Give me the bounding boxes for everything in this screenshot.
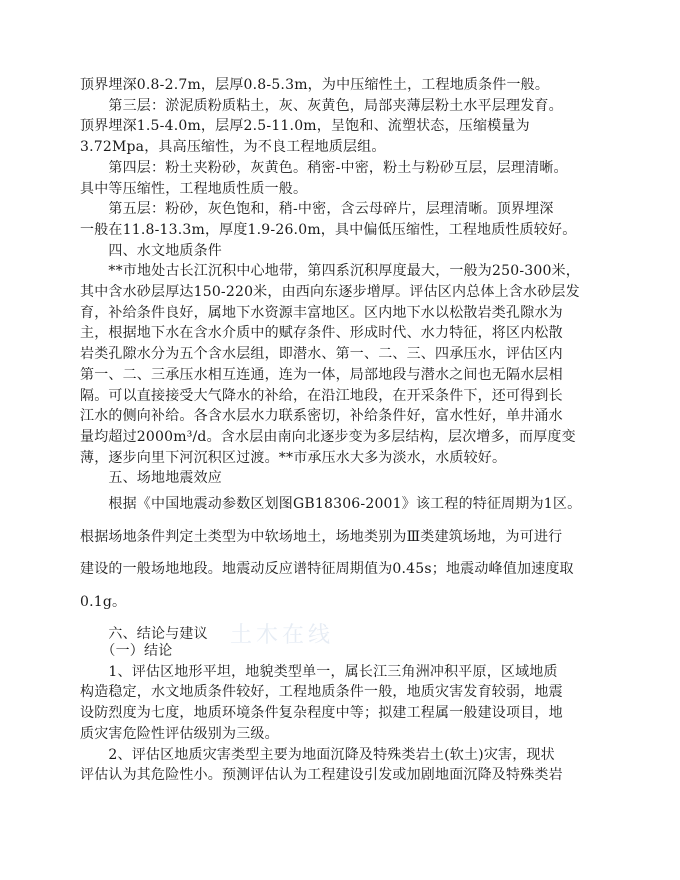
text-line: 设防烈度为七度，地质环境条件复杂程度中等；拟建工程属一般建设项目，地 bbox=[80, 705, 563, 722]
section-heading-seismic: 五、场地地震效应 bbox=[80, 470, 222, 487]
text-line: 根据《中国地震动参数区划图GB18306-2001》该工程的特征周期为1区。 bbox=[80, 496, 582, 512]
watermark-text: 土木在线 bbox=[230, 623, 335, 648]
section-heading-hydrogeology: 四、水文地质条件 bbox=[80, 242, 222, 259]
text-line: 3.72Mpa，具高压缩性，为不良工程地质层组。 bbox=[80, 139, 386, 156]
text-line: 顶界埋深0.8-2.7m，层厚0.8-5.3m，为中压缩性土，工程地质条件一般。 bbox=[80, 77, 550, 93]
text-line: 第一、二、三承压水相互连通，连为一体，局部地段与潜水之间也无隔水层相 bbox=[80, 366, 563, 383]
text-line: 量均超过2000m³/d。含水层由南向北逐步变为多层结构，层次增多，而厚度变 bbox=[80, 428, 576, 445]
text-line: 构造稳定，水文地质条件较好，工程地质条件一般，地质灾害发育较弱，地震 bbox=[80, 684, 563, 701]
text-block-seismic bbox=[80, 488, 600, 651]
text-line: 育，补给条件良好，属地下水资源丰富地区。区内地下水以松散岩类孔隙水为 bbox=[80, 304, 563, 321]
text-line: 第三层：淤泥质粉质粘土，灰、灰黄色，局部夹薄层粉土水平层理发育。 bbox=[80, 97, 563, 114]
text-block-geology-hydrology bbox=[80, 75, 600, 489]
text-block-conclusions bbox=[80, 641, 600, 786]
text-line: 其中含水砂层厚达150-220米，由西向东逐步增厚。评估区内总体上含水砂层发 bbox=[80, 284, 580, 301]
text-line: 一般在11.8-13.3m，厚度1.9-26.0m，具中偏低压缩性，工程地质性质较好。 bbox=[80, 221, 577, 238]
text-line: 第五层：粉砂，灰色饱和，稍-中密，含云母碎片，层理清晰。顶界埋深 bbox=[80, 201, 554, 218]
text-line: **市地处古长江沉积中心地带，第四系沉积厚度最大，一般为250-300米， bbox=[80, 263, 580, 280]
text-line: 建设的一般场地地段。地震动反应谱特征周期值为0.45s；地震动峰值加速度取 bbox=[80, 561, 574, 577]
text-line: 0.1g。 bbox=[80, 593, 127, 610]
section-heading-conclusion: 六、结论与建议 bbox=[80, 626, 208, 642]
text-line: 评估认为其危险性小。预测评估认为工程建设引发或加剧地面沉降及特殊类岩 bbox=[80, 767, 563, 784]
text-line: 具中等压缩性，工程地质性质一般。 bbox=[80, 180, 308, 197]
subsection-heading: （一）结论 bbox=[80, 643, 173, 659]
text-line: 1、评估区地形平坦，地貌类型单一，属长江三角洲冲积平原，区域地质 bbox=[80, 663, 558, 680]
text-line: 岩类孔隙水分为五个含水层组，即潜水、第一、二、三、四承压水，评估区内 bbox=[80, 346, 563, 363]
text-line: 根据场地条件判定土类型为中软场地土，场地类别为Ⅲ类建筑场地，为可进行 bbox=[80, 528, 563, 545]
text-line: 第四层：粉土夹粉砂，灰黄色。稍密-中密，粉土与粉砂互层，层理清晰。 bbox=[80, 159, 568, 176]
text-line: 顶界埋深1.5-4.0m，层厚2.5-11.0m，呈饱和、流塑状态，压缩模量为 bbox=[80, 118, 530, 135]
text-line: 薄，逐步向里下河沉积区过渡。**市承压水大多为淡水，水质较好。 bbox=[80, 449, 507, 466]
text-line: 江水的侧向补给。各含水层水力联系密切，补给条件好，富水性好，单井涌水 bbox=[80, 408, 563, 425]
text-line: 主，根据地下水在含水介质中的赋存条件、形成时代、水力特征，将区内松散 bbox=[80, 325, 563, 342]
text-line: 质灾害危险性评估级别为三级。 bbox=[80, 725, 279, 742]
text-line: 2、评估区地质灾害类型主要为地面沉降及特殊类岩土(软土)灾害，现状 bbox=[80, 746, 555, 763]
text-line: 隔。可以直接接受大气降水的补给，在沿江地段，在开采条件下，还可得到长 bbox=[80, 387, 563, 404]
